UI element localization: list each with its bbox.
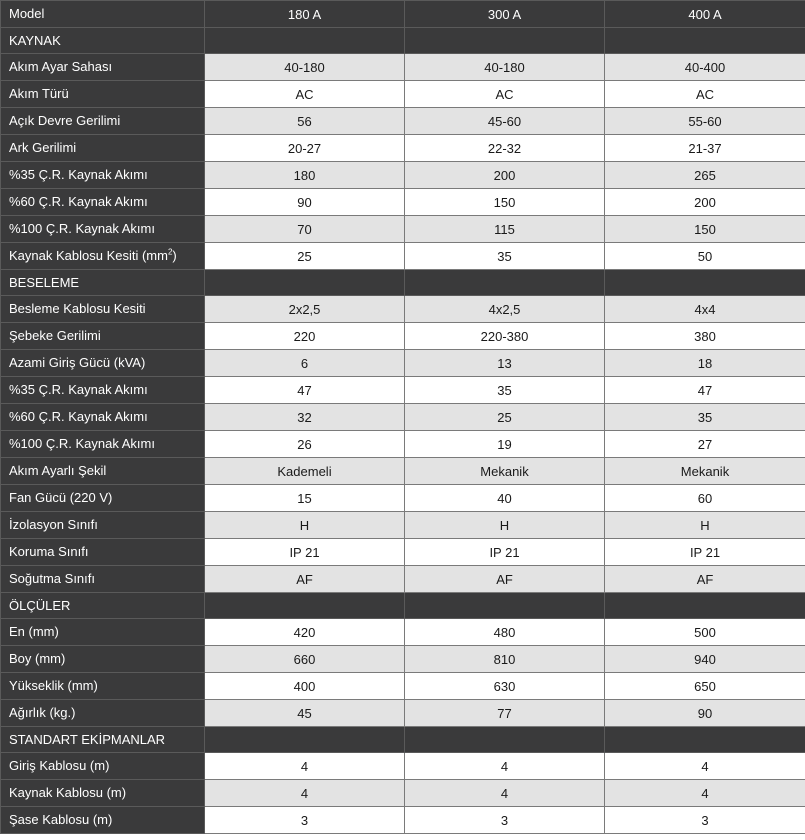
value-cell: 115	[405, 216, 605, 243]
row-label-text: %35 Ç.R. Kaynak Akımı	[9, 382, 148, 397]
section-blank-cell	[205, 270, 405, 296]
section-title: ÖLÇÜLER	[1, 593, 205, 619]
row-label	[1, 566, 205, 593]
row-label-text: Kaynak Kablosu Kesiti (mm	[9, 248, 168, 263]
value-cell: 20-27	[205, 135, 405, 162]
row-label-superscript: 2	[167, 247, 173, 257]
row-label	[1, 807, 205, 834]
row-label-text: Yükseklik (mm)	[9, 678, 98, 693]
row-label	[1, 243, 205, 270]
section-blank-cell	[605, 727, 805, 753]
row-label-text: İzolasyon Sınıfı	[9, 517, 98, 532]
table-row	[1, 81, 805, 108]
value-cell: 4	[605, 780, 805, 807]
value-cell: 77	[405, 700, 605, 727]
row-label	[1, 485, 205, 512]
value-cell: 40	[405, 485, 605, 512]
row-label	[1, 162, 205, 189]
model-header-cell: Model	[1, 1, 205, 28]
value-cell: Mekanik	[405, 458, 605, 485]
table-row	[1, 216, 805, 243]
row-label-text: Boy (mm)	[9, 651, 66, 666]
value-cell: 180	[205, 162, 405, 189]
value-cell: 3	[405, 807, 605, 834]
table-row	[1, 431, 805, 458]
row-label-text: En (mm)	[9, 624, 59, 639]
value-cell: 40-180	[405, 54, 605, 81]
row-label	[1, 189, 205, 216]
table-row	[1, 753, 805, 780]
table-row	[1, 485, 805, 512]
row-label	[1, 431, 205, 458]
row-label	[1, 296, 205, 323]
section-blank-cell	[205, 727, 405, 753]
value-cell: 21-37	[605, 135, 805, 162]
value-cell: 90	[605, 700, 805, 727]
value-cell: 60	[605, 485, 805, 512]
row-label-text: %100 Ç.R. Kaynak Akımı	[9, 221, 155, 236]
value-cell: 55-60	[605, 108, 805, 135]
table-row	[1, 807, 805, 834]
value-cell: AF	[405, 566, 605, 593]
row-label-text: Şase Kablosu (m)	[9, 812, 113, 827]
row-label	[1, 323, 205, 350]
row-label	[1, 753, 205, 780]
table-row	[1, 108, 805, 135]
value-cell: 35	[405, 377, 605, 404]
value-cell: 3	[205, 807, 405, 834]
table-row	[1, 619, 805, 646]
value-cell: 400	[205, 673, 405, 700]
section-header-row	[1, 270, 805, 296]
row-label-text: Akım Ayarlı Şekil	[9, 463, 107, 478]
value-cell: 25	[405, 404, 605, 431]
row-label	[1, 377, 205, 404]
value-cell: 26	[205, 431, 405, 458]
value-cell: 150	[405, 189, 605, 216]
section-blank-cell	[405, 727, 605, 753]
value-cell: 70	[205, 216, 405, 243]
section-header-row	[1, 727, 805, 753]
value-cell: H	[605, 512, 805, 539]
value-cell: 500	[605, 619, 805, 646]
value-cell: 940	[605, 646, 805, 673]
row-label	[1, 404, 205, 431]
value-cell: 380	[605, 323, 805, 350]
value-cell: 27	[605, 431, 805, 458]
row-label-text: %35 Ç.R. Kaynak Akımı	[9, 167, 148, 182]
value-cell: 4	[605, 753, 805, 780]
row-label	[1, 350, 205, 377]
row-label	[1, 619, 205, 646]
table-row	[1, 646, 805, 673]
value-cell: 660	[205, 646, 405, 673]
value-cell: IP 21	[205, 539, 405, 566]
value-cell: 265	[605, 162, 805, 189]
value-cell: 4	[205, 780, 405, 807]
table-row	[1, 243, 805, 270]
table-row	[1, 512, 805, 539]
section-blank-cell	[605, 593, 805, 619]
value-cell: 630	[405, 673, 605, 700]
section-title: BESELEME	[1, 270, 205, 296]
value-cell: 200	[605, 189, 805, 216]
value-cell: 2x2,5	[205, 296, 405, 323]
value-cell: 4	[405, 753, 605, 780]
table-row	[1, 404, 805, 431]
value-cell: 25	[205, 243, 405, 270]
row-label	[1, 512, 205, 539]
value-cell: 650	[605, 673, 805, 700]
value-cell: AC	[605, 81, 805, 108]
row-label-text: Fan Gücü (220 V)	[9, 490, 113, 505]
value-cell: 35	[405, 243, 605, 270]
value-cell: 19	[405, 431, 605, 458]
row-label-text: Ağırlık (kg.)	[9, 705, 76, 720]
row-label-text: %100 Ç.R. Kaynak Akımı	[9, 436, 155, 451]
table-row	[1, 296, 805, 323]
table-row	[1, 350, 805, 377]
value-cell: 35	[605, 404, 805, 431]
value-cell: 4	[205, 753, 405, 780]
row-label	[1, 700, 205, 727]
row-label-text: Açık Devre Gerilimi	[9, 113, 121, 128]
row-label-text: Şebeke Gerilimi	[9, 328, 101, 343]
table-row	[1, 539, 805, 566]
value-cell: AC	[205, 81, 405, 108]
section-blank-cell	[405, 28, 605, 54]
header-row	[1, 1, 805, 28]
table-row	[1, 673, 805, 700]
table-row	[1, 377, 805, 404]
row-label	[1, 108, 205, 135]
value-cell: 220-380	[405, 323, 605, 350]
model-300a-header-cell: 300 A	[405, 1, 605, 28]
row-label	[1, 458, 205, 485]
section-title: KAYNAK	[1, 28, 205, 54]
table-row	[1, 566, 805, 593]
section-blank-cell	[405, 270, 605, 296]
value-cell: 50	[605, 243, 805, 270]
value-cell: 47	[605, 377, 805, 404]
value-cell: 47	[205, 377, 405, 404]
value-cell: 4	[405, 780, 605, 807]
value-cell: H	[405, 512, 605, 539]
value-cell: 40-180	[205, 54, 405, 81]
value-cell: AF	[605, 566, 805, 593]
value-cell: 32	[205, 404, 405, 431]
table-row	[1, 323, 805, 350]
row-label	[1, 673, 205, 700]
row-label-text: Soğutma Sınıfı	[9, 571, 95, 586]
value-cell: 13	[405, 350, 605, 377]
section-blank-cell	[605, 270, 805, 296]
table-row	[1, 700, 805, 727]
row-label-text: Azami Giriş Gücü (kVA)	[9, 355, 146, 370]
row-label-suffix: )	[172, 248, 177, 263]
value-cell: 810	[405, 646, 605, 673]
row-label-text: Kaynak Kablosu (m)	[9, 785, 127, 800]
row-label-text: %60 Ç.R. Kaynak Akımı	[9, 409, 148, 424]
value-cell: 200	[405, 162, 605, 189]
row-label	[1, 646, 205, 673]
value-cell: 4x2,5	[405, 296, 605, 323]
model-400a-header-cell: 400 A	[605, 1, 805, 28]
value-cell: AC	[405, 81, 605, 108]
value-cell: 4x4	[605, 296, 805, 323]
value-cell: H	[205, 512, 405, 539]
value-cell: Mekanik	[605, 458, 805, 485]
value-cell: 56	[205, 108, 405, 135]
value-cell: 18	[605, 350, 805, 377]
model-180a-header-cell: 180 A	[205, 1, 405, 28]
value-cell: 90	[205, 189, 405, 216]
row-label-text: %60 Ç.R. Kaynak Akımı	[9, 194, 148, 209]
row-label-text: Akım Türü	[9, 86, 69, 101]
value-cell: 6	[205, 350, 405, 377]
value-cell: AF	[205, 566, 405, 593]
row-label	[1, 216, 205, 243]
table-row	[1, 54, 805, 81]
section-title: STANDART EKİPMANLAR	[1, 727, 205, 753]
row-label	[1, 81, 205, 108]
table-row	[1, 189, 805, 216]
row-label-text: Besleme Kablosu Kesiti	[9, 301, 146, 316]
row-label-text: Akım Ayar Sahası	[9, 59, 113, 74]
section-header-row	[1, 593, 805, 619]
value-cell: IP 21	[605, 539, 805, 566]
table-row	[1, 780, 805, 807]
value-cell: Kademeli	[205, 458, 405, 485]
value-cell: 150	[605, 216, 805, 243]
value-cell: 40-400	[605, 54, 805, 81]
value-cell: 480	[405, 619, 605, 646]
value-cell: IP 21	[405, 539, 605, 566]
row-label-text: Koruma Sınıfı	[9, 544, 89, 559]
row-label	[1, 135, 205, 162]
row-label-text: Giriş Kablosu (m)	[9, 758, 110, 773]
value-cell: 15	[205, 485, 405, 512]
row-label	[1, 780, 205, 807]
section-blank-cell	[405, 593, 605, 619]
section-blank-cell	[205, 593, 405, 619]
value-cell: 45	[205, 700, 405, 727]
value-cell: 22-32	[405, 135, 605, 162]
row-label-text: Ark Gerilimi	[9, 140, 77, 155]
table-row	[1, 458, 805, 485]
section-header-row	[1, 28, 805, 54]
section-blank-cell	[605, 28, 805, 54]
value-cell: 45-60	[405, 108, 605, 135]
table-row	[1, 135, 805, 162]
value-cell: 220	[205, 323, 405, 350]
value-cell: 3	[605, 807, 805, 834]
value-cell: 420	[205, 619, 405, 646]
row-label	[1, 54, 205, 81]
section-blank-cell	[205, 28, 405, 54]
table-row	[1, 162, 805, 189]
row-label	[1, 539, 205, 566]
